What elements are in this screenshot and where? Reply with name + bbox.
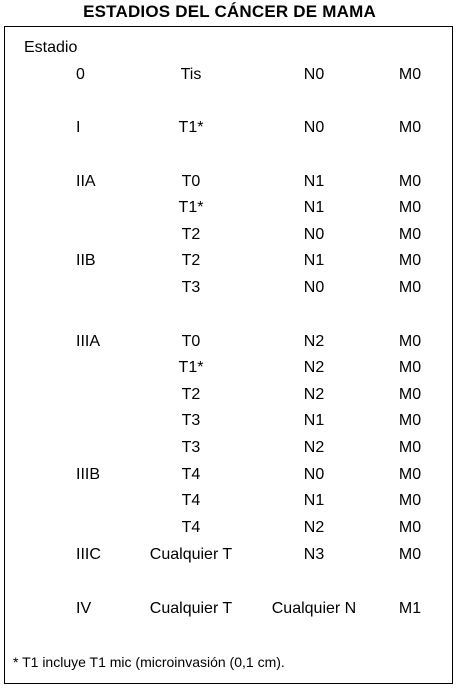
stage-cell: IIB	[76, 252, 96, 269]
t-cell: T2	[181, 226, 201, 243]
n-cell: N0	[303, 466, 325, 483]
table-row	[0, 251, 459, 271]
n-cell: Cualquier N	[271, 600, 357, 617]
t-cell: T1*	[178, 359, 204, 376]
table-row	[0, 545, 459, 565]
n-cell: N0	[303, 119, 325, 136]
n-cell: N1	[303, 199, 325, 216]
t-cell: T4	[181, 519, 201, 536]
stage-cell: IIIC	[76, 546, 101, 563]
t-cell: T1*	[178, 119, 204, 136]
m-cell: M0	[398, 119, 422, 136]
table-row	[0, 118, 459, 138]
m-cell: M0	[398, 492, 422, 509]
m-cell: M0	[398, 226, 422, 243]
t-cell: T4	[181, 492, 201, 509]
t-cell: Cualquier T	[149, 600, 233, 617]
table-row	[0, 358, 459, 378]
stage-cell: IIA	[76, 173, 96, 190]
t-cell: T1*	[178, 199, 204, 216]
n-cell: N2	[303, 386, 325, 403]
n-cell: N3	[303, 546, 325, 563]
n-cell: N2	[303, 333, 325, 350]
n-cell: N1	[303, 412, 325, 429]
table-row	[0, 198, 459, 218]
m-cell: M0	[398, 386, 422, 403]
t-cell: Tis	[180, 66, 202, 83]
m-cell: M0	[398, 173, 422, 190]
table-row	[0, 278, 459, 298]
m-cell: M0	[398, 412, 422, 429]
n-cell: N1	[303, 173, 325, 190]
m-cell: M0	[398, 466, 422, 483]
t-cell: T2	[181, 386, 201, 403]
table-title: ESTADIOS DEL CÁNCER DE MAMA	[83, 2, 376, 21]
footnote: * T1 incluye T1 mic (microinvasión (0,1 cm).	[13, 654, 285, 670]
n-cell: N1	[303, 252, 325, 269]
n-cell: N2	[303, 439, 325, 456]
t-cell: Cualquier T	[149, 546, 233, 563]
m-cell: M0	[398, 546, 422, 563]
m-cell: M0	[398, 252, 422, 269]
n-cell: N2	[303, 519, 325, 536]
n-cell: N0	[303, 226, 325, 243]
table-row	[0, 385, 459, 405]
table-row	[0, 225, 459, 245]
t-cell: T0	[181, 173, 201, 190]
t-cell: T3	[181, 279, 201, 296]
m-cell: M0	[398, 439, 422, 456]
m-cell: M0	[398, 519, 422, 536]
n-cell: N1	[303, 492, 325, 509]
column-header-stage: Estadio	[24, 39, 78, 56]
m-cell: M0	[398, 199, 422, 216]
t-cell: T4	[181, 466, 201, 483]
stage-cell: 0	[76, 66, 85, 83]
n-cell: N0	[303, 66, 325, 83]
n-cell: N2	[303, 359, 325, 376]
t-cell: T0	[181, 333, 201, 350]
t-cell: T3	[181, 412, 201, 429]
table-row	[0, 332, 459, 352]
table-row	[0, 172, 459, 192]
table-row	[0, 438, 459, 458]
m-cell: M0	[398, 66, 422, 83]
t-cell: T2	[181, 252, 201, 269]
m-cell: M1	[398, 600, 422, 617]
t-cell: T3	[181, 439, 201, 456]
m-cell: M0	[398, 333, 422, 350]
stage-cell: I	[76, 119, 81, 136]
m-cell: M0	[398, 279, 422, 296]
table-row	[0, 465, 459, 485]
table-row	[0, 491, 459, 511]
m-cell: M0	[398, 359, 422, 376]
table-row	[0, 518, 459, 538]
table-row	[0, 411, 459, 431]
stage-cell: IIIB	[76, 466, 101, 483]
stage-cell: IIIA	[76, 333, 101, 350]
stage-cell: IV	[76, 600, 92, 617]
table-row	[0, 599, 459, 619]
n-cell: N0	[303, 279, 325, 296]
table-row	[0, 65, 459, 85]
